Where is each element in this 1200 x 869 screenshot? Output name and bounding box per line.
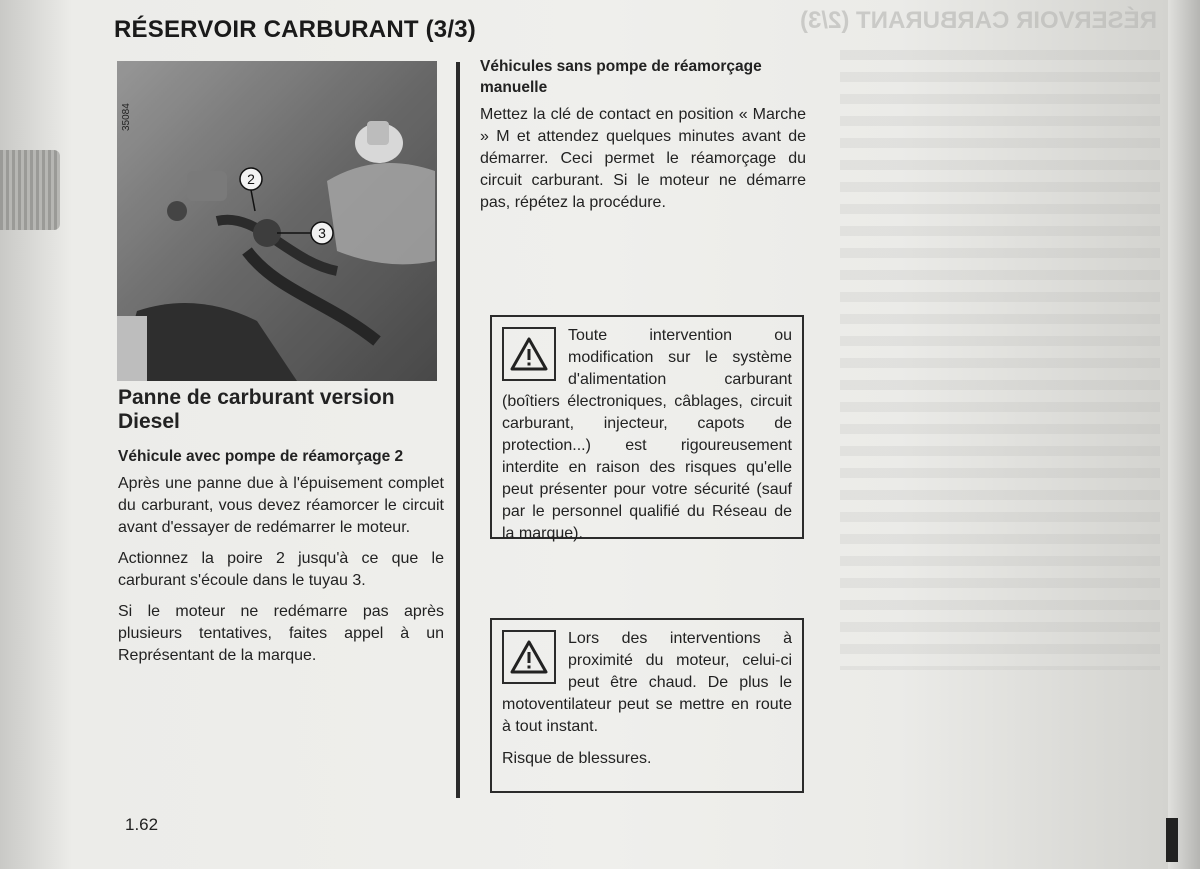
paragraph: Si le moteur ne redémarre pas après plusieurs tentatives, faites appel à un Représentant de la marque. [118, 603, 444, 664]
callout-2-label: 2 [247, 171, 255, 187]
page-edge [1168, 0, 1200, 869]
warning-triangle-icon [502, 327, 556, 381]
warning-box [490, 315, 804, 542]
left-column [118, 386, 444, 667]
subsection-heading: Véhicules sans pompe de réamorçage manuelle [480, 58, 762, 96]
warning-box [490, 618, 804, 793]
page-number: 1.62 [125, 815, 159, 834]
warning-text: Lors des interventions à proximité du moteur, celui-ci peut être chaud. De plus le motoventilateur peut se mettre en route à tout instant. [502, 630, 792, 735]
photo-reference-code: 35084 [121, 103, 132, 131]
page-title: RÉSERVOIR CARBURANT (3/3) [114, 16, 476, 43]
paragraph: Actionnez la poire 2 jusqu'à ce que le carburant s'écoule dans le tuyau 3. [118, 550, 444, 589]
section-heading: Panne de carburant version Diesel [118, 386, 395, 433]
engine-photo [117, 61, 437, 381]
right-column [480, 56, 806, 214]
section-marker [1166, 818, 1178, 862]
bleed-through-title: RÉSERVOIR CARBURANT (2/3) [800, 7, 1157, 34]
warning-text: Toute intervention ou modification sur le système d'alimentation carburant (boîtiers électroniques, câblages, circuit carburant, injecteur, capots de protection...) est rigoureusement interdite en raison des risques qu'elle peut présenter pour votre sécurité (sauf par le personnel qualifié du Réseau de la marque). [502, 327, 792, 542]
warning-triangle-icon [502, 630, 556, 684]
column-divider [456, 62, 460, 798]
bleed-through-text [840, 50, 1160, 670]
paragraph: Après une panne due à l'épuisement complet du carburant, vous devez réamorcer le circuit avant d'essayer de redémarrer le moteur. [118, 475, 444, 536]
callout-3-label: 3 [318, 225, 326, 241]
subsection-heading: Véhicule avec pompe de réamorçage 2 [118, 448, 404, 465]
paragraph: Mettez la clé de contact en position « Marche » M et attendez quelques minutes avant de démarrer. Ceci permet le réamorçage du circuit carburant. Si le moteur ne démarre pas, répétez la procédure. [480, 106, 806, 211]
warning-subtext: Risque de blessures. [502, 750, 652, 767]
thumb-index-tab [0, 150, 60, 230]
